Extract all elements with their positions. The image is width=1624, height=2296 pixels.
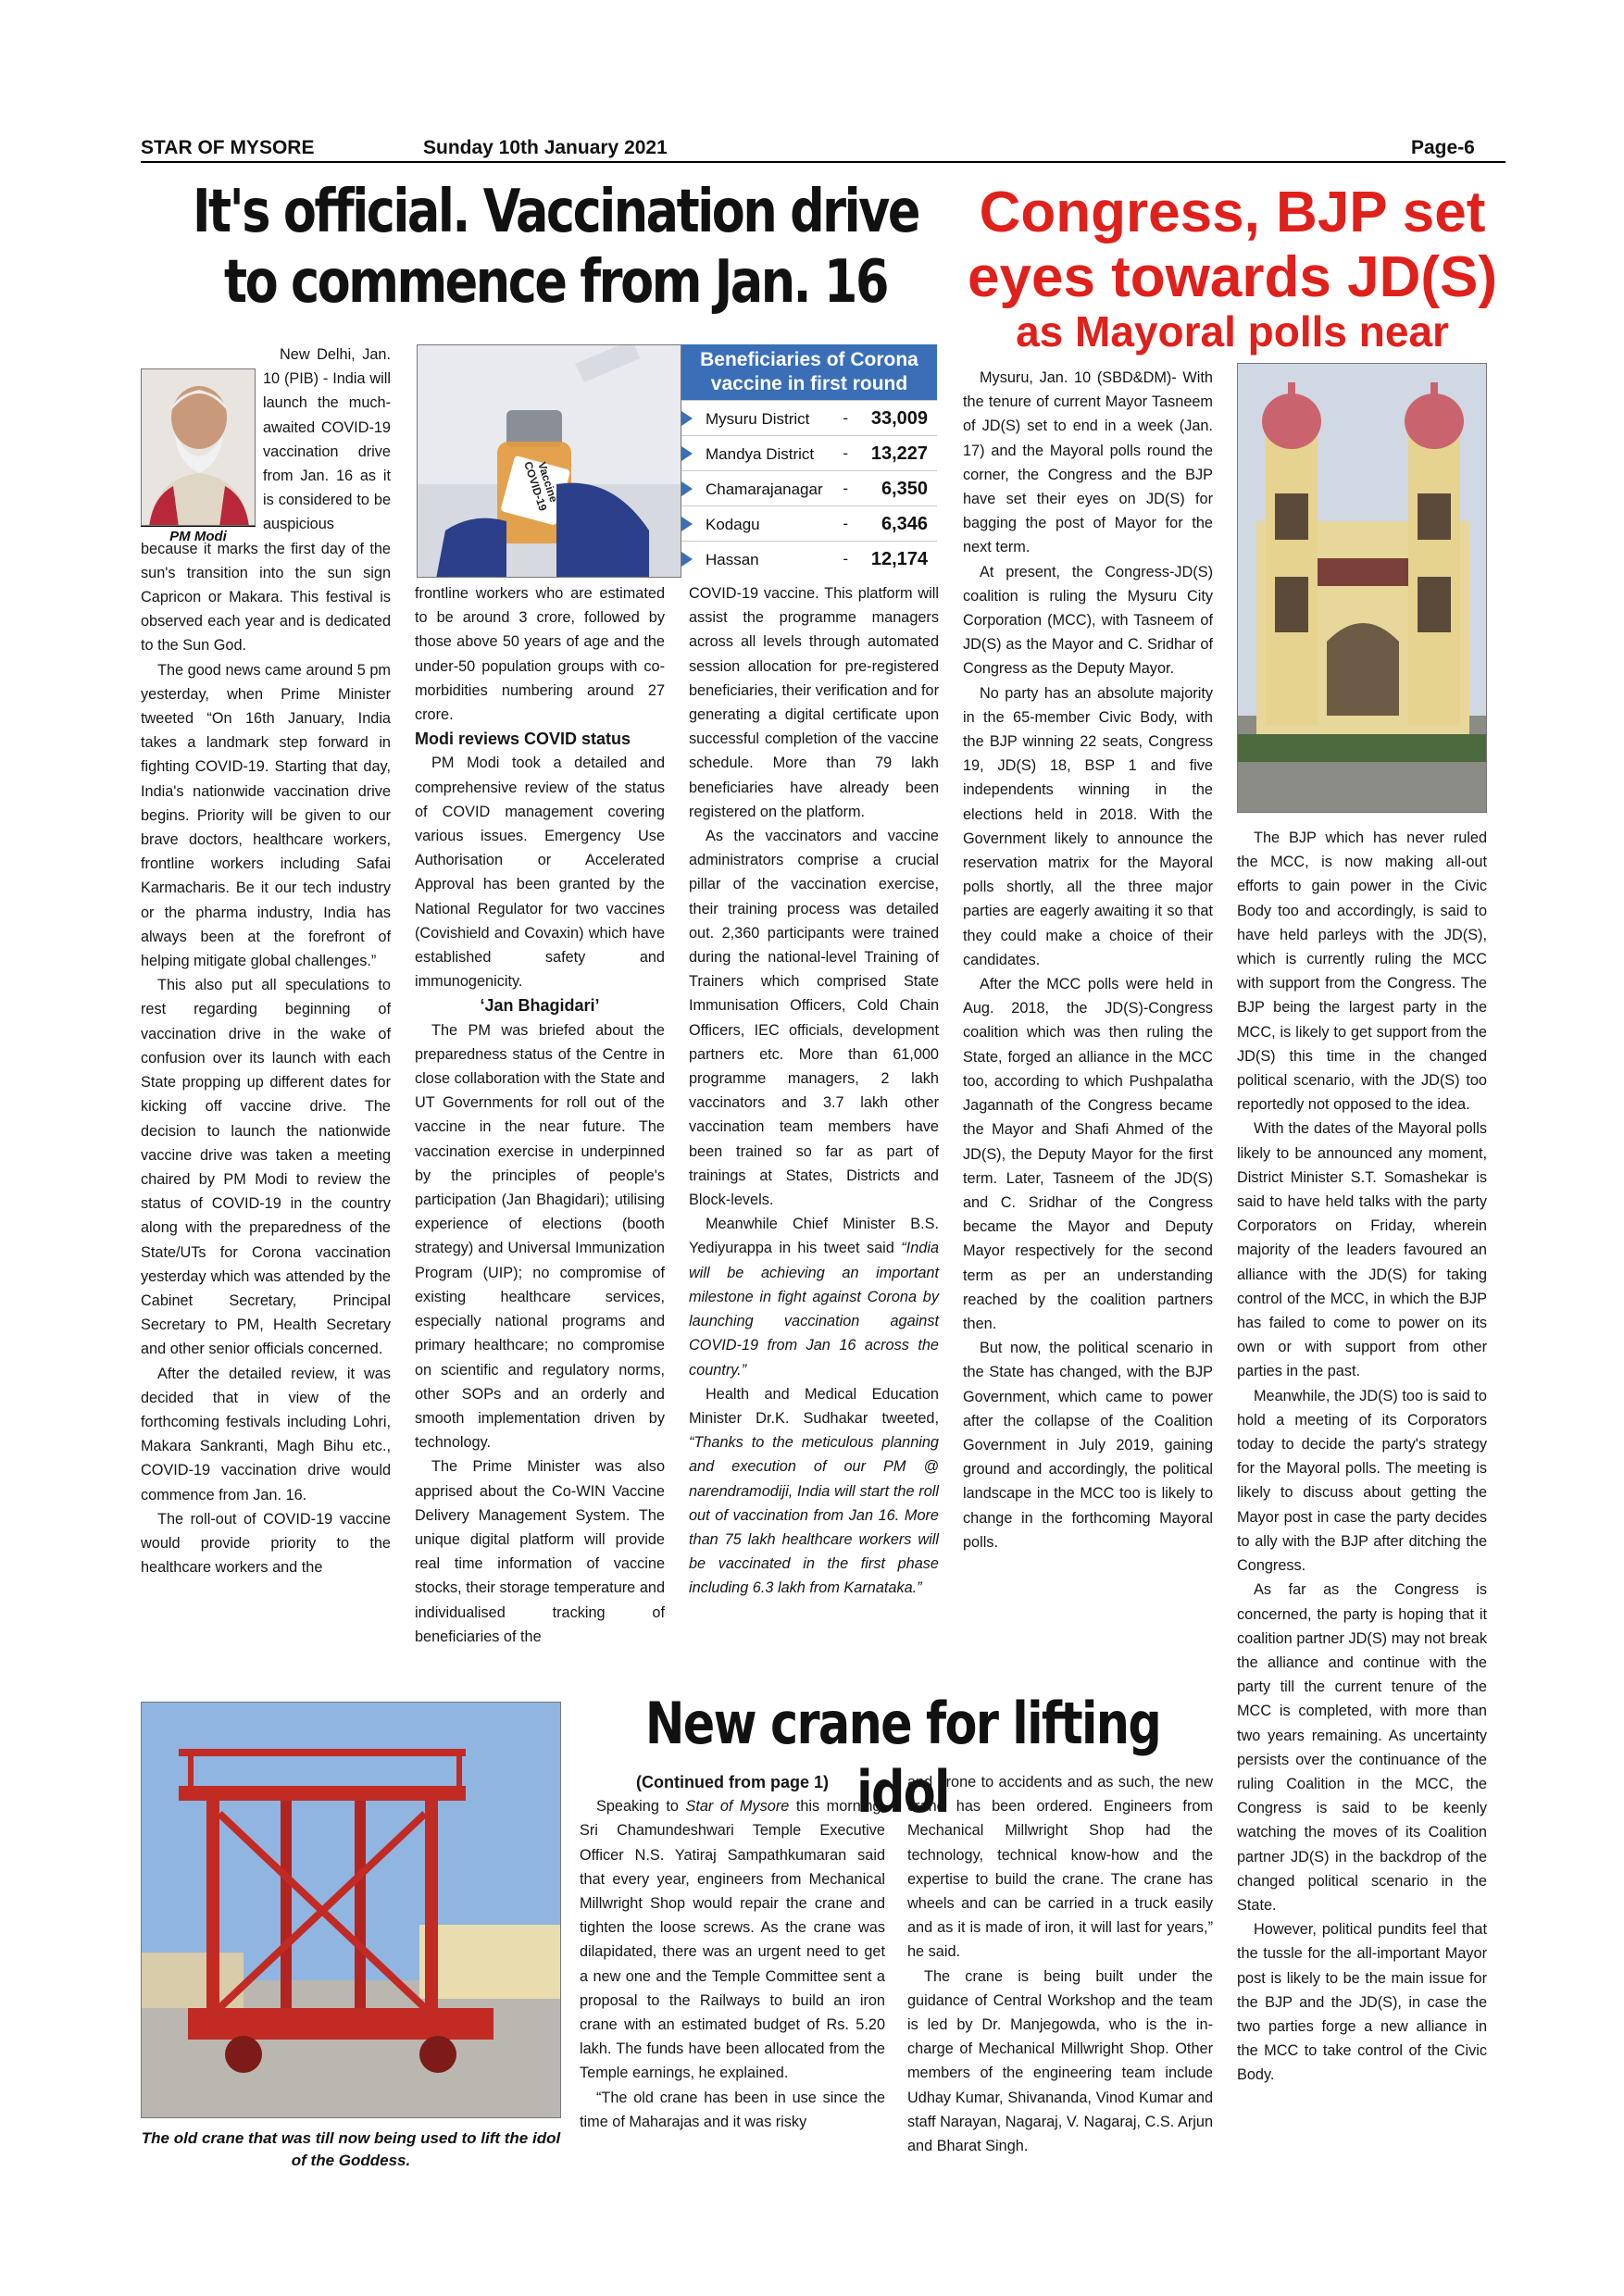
crane-column-2	[907, 1770, 1213, 2158]
dash: -	[843, 515, 848, 532]
vaccination-col2-para-1: frontline workers who are estimated to be around 3 crore, followed by those above 50 years of age and the under-50 population groups with co-morbidities numbering around 27 crore.	[415, 585, 665, 724]
congress-para-5: But now, the political scenario in the State has changed, with the BJP Government, which came to power after the collapse of the Coalition Government in July 2019, gaining ground and accordingly, the political landscape in the MCC too is likely to change in the forthcoming Mayoral polls.	[963, 1340, 1213, 1551]
crane-col2-para-2: The crane is being built under the guidance of Central Workshop and the team is led by Dr. Manjegowda, who is the in-charge of Mechanical Millwright Shop. Other members of the engineering team include Udhay Kumar, Shivananda, Vinod Kumar and staff Narayan, Nagaraj, V. Nagaraj, C.S. Arjun and Bharat Singh.	[907, 1967, 1213, 2155]
vaccination-headline-line1: It's official. Vaccination drive	[192, 178, 919, 246]
table-row	[681, 400, 937, 435]
district-count: 13,227	[870, 443, 928, 464]
congress-col2-para-5: However, political pundits feel that the tussle for the all-important Mayor post is likely to be the main issue for the BJP and the JD(S), in case the two parties forge a new alliance in the MCC to take control of the Civic Body.	[1237, 1921, 1487, 2084]
minister-tweet-intro: Health and Medical Education Minister Dr.K. Sudhakar tweeted,	[689, 1385, 939, 1427]
vaccine-image	[418, 345, 681, 578]
pm-modi-caption: PM Modi	[169, 529, 227, 544]
vaccination-column-1-text	[141, 343, 391, 1579]
masthead-rule	[141, 161, 1505, 163]
district-count: 6,346	[881, 514, 928, 534]
congress-headline-line3: as Mayoral polls near	[1016, 307, 1449, 356]
building-image	[1238, 364, 1487, 813]
mcc-building-photo	[1237, 363, 1487, 813]
vaccination-col2-para-3: The PM was briefed about the preparedness status of the Centre in close collaboration with the State and UT Governments for roll out of the vaccine in the near future. The vaccination exercise in underpinned by the principles of people's participation (Jan Bhagidari); utilising experience of elections (booth strategy) and Universal Immunization Program (UIP); no compromise of existing healthcare services, especially national programs and primary healthcare; no compromise on scientific and regulatory norms, other SOPs and an orderly and smooth implementation driven by technology.	[415, 1021, 665, 1452]
continued-from-page-1: (Continued from page 1)	[636, 1773, 829, 1791]
table-row	[681, 435, 937, 470]
congress-headline-line2: eyes towards JD(S)	[968, 245, 1497, 309]
congress-col2-para-2: With the dates of the Mayoral polls likely to be announced any moment, District Minister S.T. Somashekar is said to have held talks with the party Corporators on Friday, wherein majority of the leaders favoured an alliance with the JD(S) for taking control of the MCC, in which the BJP has failed to come to power on its own or with support from other parties in the past.	[1237, 1120, 1487, 1380]
minister-tweet-quote: “Thanks to the meticulous planning and execution of our PM @ narendramodiji, India will start the roll out of vaccination from Jan 16. More than 75 lakh healthcare workers will be vaccinated in the first phase including 6.3 lakh from Karnataka.”	[689, 1434, 939, 1597]
congress-para-2: At present, the Congress-JD(S) coalition is ruling the Mysuru City Corporation (MCC), with Tasneem of JD(S) as the Mayor and C. Sridhar of Congress as the Deputy Mayor.	[963, 563, 1213, 678]
crane-para-1	[580, 1794, 885, 2085]
table-row	[681, 505, 937, 541]
vaccination-col3-para-4	[689, 1382, 939, 1601]
vaccination-col2-para-4: The Prime Minister was also apprised about the Co-WIN Vaccine Delivery Management System. The unique digital platform will provide real time information of vaccine stocks, their storage temperature and individualised tracking of beneficiaries of the	[415, 1458, 665, 1645]
district-count: 33,009	[870, 408, 928, 429]
crane-image	[142, 1703, 561, 2118]
dash: -	[843, 409, 848, 427]
congress-col2-para-3: Meanwhile, the JD(S) too is said to hold a meeting of its Corporators today to decide the party's strategy for the Mayoral polls. The meeting is likely to discuss about getting the Mayor post in case the party decides to ally with the BJP after ditching the Congress.	[1237, 1387, 1487, 1575]
dash: -	[843, 550, 848, 568]
newspaper-name: Star of Mysore	[685, 1798, 790, 1816]
bullet-arrow-icon	[681, 517, 693, 531]
crane-photo-caption: The old crane that was till now being used to lift the idol of the Goddess.	[141, 2129, 561, 2169]
vaccination-col3-para-3	[689, 1212, 939, 1381]
bullet-arrow-icon	[681, 446, 693, 461]
beneficiaries-table	[681, 344, 937, 578]
vaccination-column-3	[689, 581, 939, 1601]
bullet-arrow-icon	[681, 481, 693, 496]
dash: -	[843, 480, 848, 497]
vaccination-col3-para-2: As the vaccinators and vaccine administrators comprise a crucial pillar of the vaccination exercise, their training process was detailed out. 2,360 participants were trained during the national-level Training of Trainers which comprised State Immunisation Officers, Cold Chain Officers, IEC officials, development partners etc. More than 61,000 programme managers, 2 lakh vaccinators and 3.7 lakh other vaccination team members have been trained so far as part of trainings at States, Districts and Block-levels.	[689, 828, 939, 1209]
vaccination-para-1: New Delhi, Jan. 10 (PIB) - India will launch the much-awaited COVID-19 vaccination drive from Jan. 16 as it is considered to be auspicious because it marks the first day of the sun's transition into the sun sign Capricon or Makara. This festival is observed each year and is dedicated to the Sun God.	[141, 346, 391, 655]
vaccination-headline-line2: to commence from Jan. 16	[223, 248, 888, 317]
cm-tweet-quote: “India will be achieving an important milestone in fight against Corona by launching vaccination against COVID-19 from Jan 16 across the country.”	[689, 1240, 939, 1379]
page-number: Page-6	[1411, 137, 1475, 158]
beneficiaries-title: Beneficiaries of Corona vaccine in first round	[681, 344, 937, 400]
bullet-arrow-icon	[681, 552, 693, 567]
crane-para-2: “The old crane has been in use since the time of Maharajas and it was risky	[580, 2089, 885, 2130]
district-name: Mandya District	[706, 445, 815, 463]
vaccination-para-5: The roll-out of COVID-19 vaccine would provide priority to the healthcare workers and the	[141, 1510, 391, 1577]
photo-float-spacer	[141, 343, 263, 532]
congress-column-2	[1237, 826, 1487, 2088]
vaccination-dateline	[141, 343, 391, 658]
district-count: 6,350	[881, 479, 928, 499]
district-count: 12,174	[870, 549, 928, 569]
district-name: Chamarajanagar	[706, 480, 823, 498]
vaccination-para-3: This also put all speculations to rest regarding beginning of vaccination drive in the wake of confusion over its launch with each State propping up different dates for kicking off vaccine drive. The decision to launch the nationwide vaccine drive was taken a meeting chaired by PM Modi to review the status of COVID-19 in the country along with the preparedness of the State/UTs for Corona vaccination yesterday which was attended by the Cabinet Secretary, Principal Secretary to PM, Health Secretary and other senior officials concerned.	[141, 977, 391, 1358]
vaccination-col3-para-1: COVID-19 vaccine. This platform will assist the programme managers across all levels through automated session allocation for pre-registered beneficiaries, their verification and for generating a digital certificate upon successful completion of the vaccine schedule. More than 79 lakh beneficiaries have already been registered on the platform.	[689, 585, 939, 820]
dash: -	[843, 444, 848, 462]
vaccine-vial-photo	[417, 344, 681, 578]
crane-para-1c: this morning, Sri Chamundeshwari Temple Executive Officer N.S. Yatiraj Sampathkumaran said that every year, engineers from Mechanical Millwright Shop would repair the crane and tighten the loose screws. As the crane was dilapidated, there was an urgent need to get a new one and the Temple Committee sent a proposal to the Railways to build an iron crane with an estimated budget of Rs. 5.20 lakh. The funds have been allocated from the Temple earnings, he explained.	[580, 1798, 885, 2082]
district-name: Hassan	[706, 551, 759, 568]
cm-tweet-intro: Meanwhile Chief Minister B.S. Yediyurappa in his tweet said	[689, 1216, 939, 1257]
crane-col2-para-1: and prone to accidents and as such, the new crane has been ordered. Engineers from Mechanical Millwright Shop had the technology, technical know-how and the expertise to build the crane. The crane has wheels and can be carried in a truck easily and as it is made of iron, it will last for years,” he said.	[907, 1774, 1213, 1961]
paper-name: STAR OF MYSORE	[141, 137, 315, 158]
congress-para-4: After the MCC polls were held in Aug. 2018, the JD(S)-Congress coalition which was then ruling the State, forged an alliance in the MCC too, according to which Pushpalatha Jagannath of the Congress became the Mayor and Shafi Ahmed of the JD(S), the Deputy Mayor for the first term. Later, Tasneem of the JD(S) and C. Sridhar of the Congress became the Mayor and Deputy Mayor respectively for the second term as per an understanding reached by the coalition partners then.	[963, 976, 1213, 1332]
vaccination-para-2: The good news came around 5 pm yesterday, when Prime Minister tweeted “On 16th January, India takes a landmark step forward in fighting COVID-19. Starting that day, India's nationwide vaccination drive begins. Priority will be given to our brave doctors, healthcare workers, frontline workers including Safai Karmacharis. Be it our tech industry or the pharma industry, India has always been at the forefront of helping mitigate global challenges.”	[141, 661, 391, 970]
congress-para-3: No party has an absolute majority in the 65-member Civic Body, with the BJP winning 22 seats, Congress 19, JD(S) 18, BSP 1 and five independents winning in the elections held in 2018. With the Government likely to announce the reservation matrix for the Mayoral polls shortly, all the three major parties are eagerly awaiting it so that they could make a choice of their candidates.	[963, 684, 1213, 968]
vaccination-column-2	[415, 581, 665, 1649]
bullet-arrow-icon	[681, 411, 693, 426]
district-name: Kodagu	[706, 516, 760, 533]
vial-label: Vaccine COVID-19	[521, 459, 561, 513]
table-row	[681, 541, 937, 576]
issue-date: Sunday 10th January 2021	[423, 137, 668, 158]
vaccination-para-4: After the detailed review, it was decided that in view of the forthcoming festivals including Lohri, Makara Sankranti, Magh Bihu etc., COVID-19 vaccination drive would commence from Jan. 16.	[141, 1365, 391, 1504]
subhead-jan-bhagidari: ‘Jan Bhagidari’	[480, 996, 600, 1016]
subhead-modi-reviews: Modi reviews COVID status	[415, 730, 631, 749]
congress-col2-para-1: The BJP which has never ruled the MCC, is now making all-out efforts to gain power in the Civic Body too and accordingly, is said to have held parleys with the JD(S), which is currently ruling the MCC with support from the Congress. The BJP being the largest party in the MCC, is likely to get support from the JD(S) this time in the changed political scenario, with the JD(S) too reportedly not opposed to the idea.	[1237, 830, 1487, 1114]
congress-headline-line1: Congress, BJP set	[979, 181, 1486, 244]
crane-headline: New crane for lifting idol	[644, 1690, 1161, 1826]
old-crane-photo	[141, 1702, 561, 2118]
district-name: Mysuru District	[706, 410, 810, 428]
congress-col2-para-4: As far as the Congress is concerned, the party is hoping that it coalition partner JD(S) may not break the alliance and continue with the party till the current tenure of the MCC is completed, with more than two years remaining. As uncertainty persists over the continuance of the ruling Coalition in the MCC, the Congress is said to be keenly watching the moves of its Coalition partner JD(S) in the backdrop of the changed political scenario in the State.	[1237, 1581, 1487, 1914]
congress-column-1	[963, 366, 1213, 1554]
crane-column-1	[580, 1770, 885, 2134]
vaccination-col2-para-2: PM Modi took a detailed and comprehensive review of the status of COVID management covering various issues. Emergency Use Authorisation or Accelerated Approval has been granted by the National Regulator for two vaccines (Covishield and Covaxin) which have established safety and immunogenicity.	[415, 755, 665, 991]
crane-para-1a: Speaking to	[596, 1798, 686, 1816]
table-row	[681, 470, 937, 505]
congress-para-1: Mysuru, Jan. 10 (SBD&DM)- With the tenure of current Mayor Tasneem of JD(S) set to end in a week (Jan. 17) and the Mayoral polls round the corner, the Congress and the BJP have set their eyes on JD(S) for bagging the post of Mayor for the next term.	[963, 369, 1213, 556]
